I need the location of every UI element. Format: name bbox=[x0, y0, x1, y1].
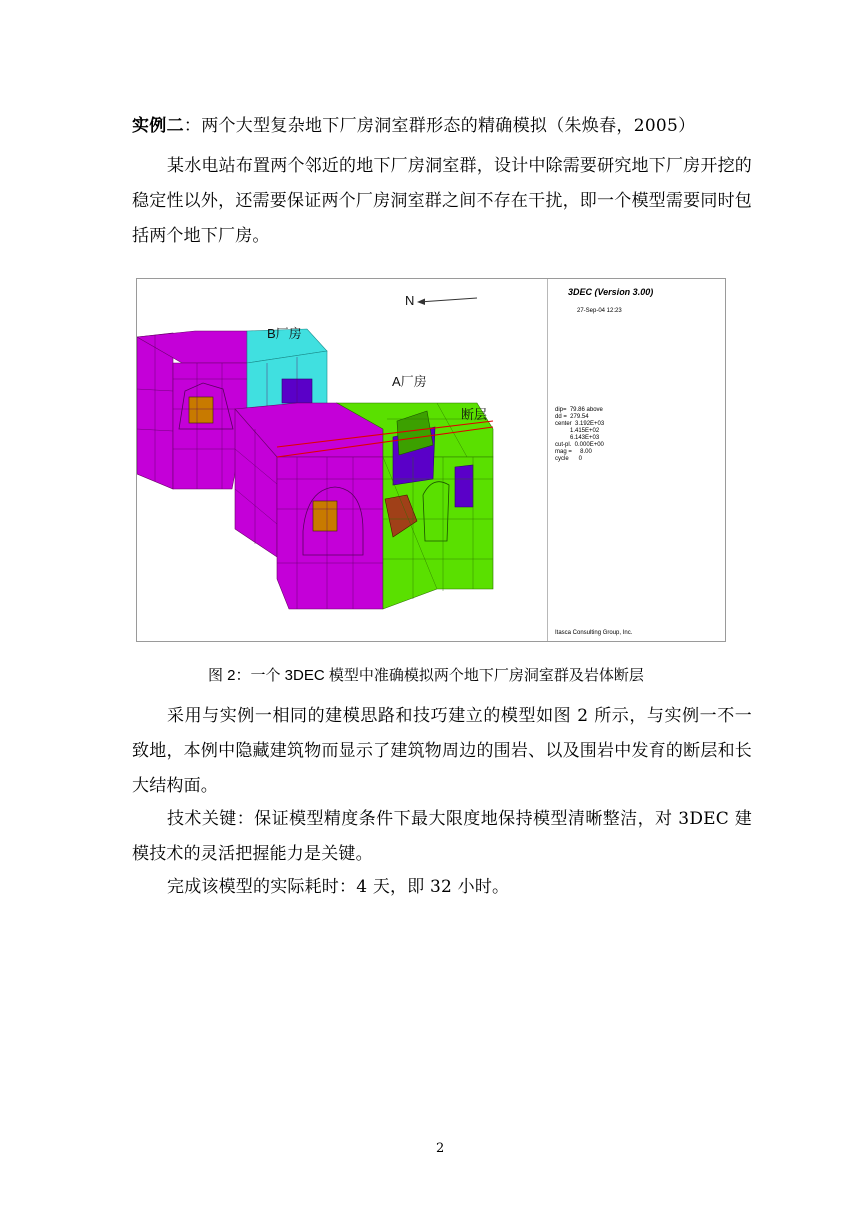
model-render bbox=[137, 279, 547, 641]
info-param: center 3.192E+03 bbox=[555, 421, 605, 427]
example-heading-text: ：两个大型复杂地下厂房洞室群形态的精确模拟（朱焕春，2005） bbox=[183, 116, 696, 136]
info-param: 1.415E+02 bbox=[555, 428, 600, 434]
info-panel-credit: Itasca Consulting Group, Inc. bbox=[555, 630, 633, 636]
block-a-purple-recess2 bbox=[455, 465, 473, 507]
info-param: cut-pl. 0.000E+00 bbox=[555, 442, 604, 448]
fault-label: 断层 bbox=[461, 407, 488, 422]
figure-3dec-model bbox=[136, 278, 726, 642]
info-panel-title: 3DEC (Version 3.00) bbox=[568, 287, 654, 297]
info-param: 6.143E+03 bbox=[555, 435, 600, 441]
north-label: N bbox=[405, 293, 415, 308]
info-panel-params bbox=[555, 407, 604, 463]
page-number: 2 bbox=[436, 1141, 445, 1156]
paragraph-intro: 某水电站布置两个邻近的地下厂房洞室群，设计中除需要研究地下厂房开挖的稳定性以外，还需要保证两个厂房洞室群之间不存在干扰，即一个模型需要同时包括两个地下厂房。 bbox=[132, 156, 752, 246]
block-b-orange-section bbox=[189, 397, 213, 423]
block-a-green-arch bbox=[423, 482, 449, 541]
example-heading-bold: 实例二 bbox=[132, 116, 184, 136]
info-param: dip= 79.86 above bbox=[555, 407, 603, 413]
north-arrow bbox=[419, 298, 477, 302]
paragraph-time: 完成该模型的实际耗时：4 天，即 32 小时。 bbox=[167, 877, 510, 897]
example-heading bbox=[132, 111, 695, 136]
info-panel-divider bbox=[547, 279, 548, 641]
block-a-orange-section bbox=[313, 501, 337, 531]
plant-b-label: B厂房 bbox=[267, 326, 302, 341]
paragraph-key-tech: 技术关键：保证模型精度条件下最大限度地保持模型清晰整洁，对 3DEC 建模技术的灵活把握能力是关键。 bbox=[132, 809, 752, 864]
info-panel-date: 27-Sep-04 12:23 bbox=[577, 308, 622, 314]
north-arrowhead bbox=[417, 299, 425, 306]
figure-caption: 图 2：一个 3DEC 模型中准确模拟两个地下厂房洞室群及岩体断层 bbox=[208, 667, 644, 684]
paragraph-method: 采用与实例一相同的建模思路和技巧建立的模型如图 2 所示，与实例一不一致地，本例中隐藏建筑物而显示了建筑物周边的围岩、以及围岩中发育的断层和长大结构面。 bbox=[132, 706, 752, 796]
info-param: cycle 0 bbox=[555, 456, 583, 462]
plant-a-label: A厂房 bbox=[392, 374, 427, 389]
info-param: dd = 279.54 bbox=[555, 414, 589, 420]
info-param: mag = 8.00 bbox=[555, 449, 592, 455]
